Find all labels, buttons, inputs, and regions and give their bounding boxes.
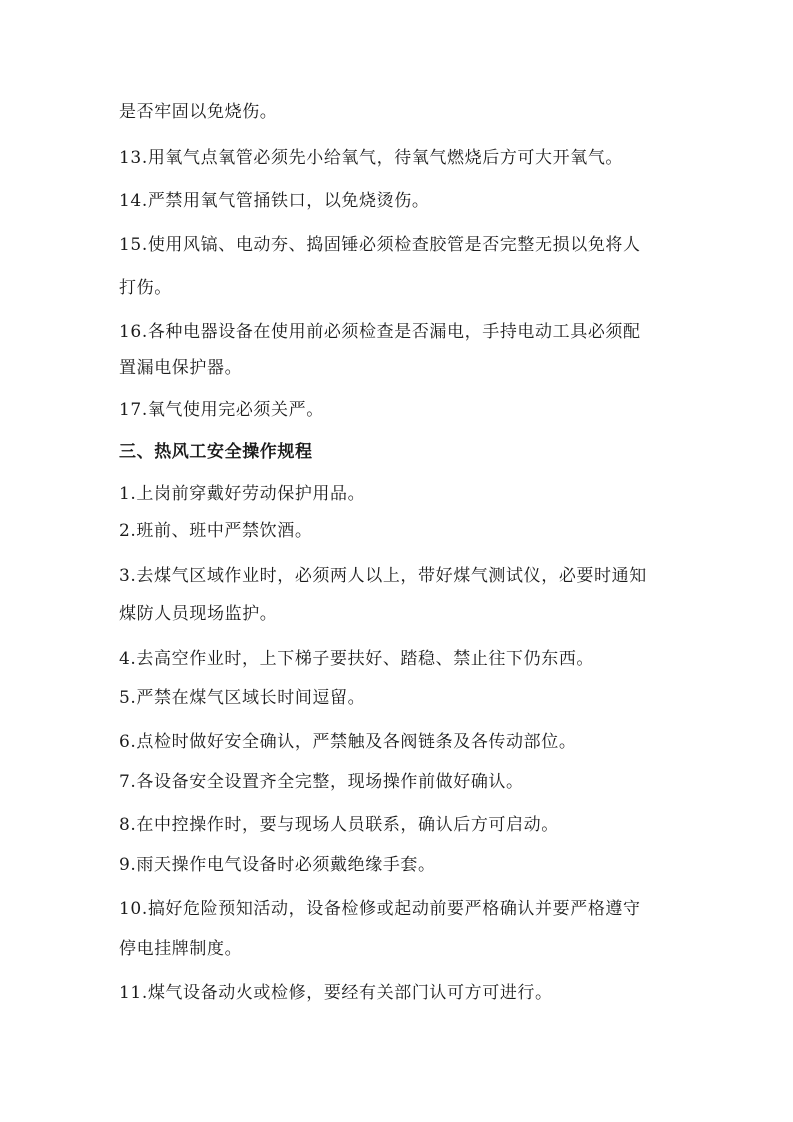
list-item-15: 15.使用风镐、电动夯、捣固锤必须检查胶管是否完整无损以免将人 (119, 235, 641, 255)
list-item-8: 8.在中控操作时，要与现场人员联系，确认后方可启动。 (119, 815, 559, 835)
list-item-11: 11.煤气设备动火或检修，要经有关部门认可方可进行。 (119, 983, 553, 1003)
list-item-7: 7.各设备安全设置齐全完整，现场操作前做好确认。 (119, 772, 524, 792)
text-line: 是否牢固以免烧伤。 (119, 102, 278, 122)
text-line: 打伤。 (119, 278, 172, 298)
text-line: 煤防人员现场监护。 (119, 604, 278, 624)
list-item-10: 10.搞好危险预知活动，设备检修或起动前要严格确认并要严格遵守 (119, 899, 641, 919)
list-item-5: 5.严禁在煤气区域长时间逗留。 (119, 688, 366, 708)
list-item-4: 4.去高空作业时，上下梯子要扶好、踏稳、禁止往下仍东西。 (119, 649, 595, 669)
list-item-17: 17.氧气使用完必须关严。 (119, 400, 324, 420)
text-line: 置漏电保护器。 (119, 358, 243, 378)
list-item-2: 2.班前、班中严禁饮酒。 (119, 521, 313, 541)
list-item-1: 1.上岗前穿戴好劳动保护用品。 (119, 484, 366, 504)
text-line: 停电挂牌制度。 (119, 939, 243, 959)
list-item-16: 16.各种电器设备在使用前必须检查是否漏电，手持电动工具必须配 (119, 322, 641, 342)
list-item-13: 13.用氧气点氧管必须先小给氧气，待氧气燃烧后方可大开氧气。 (119, 148, 624, 168)
list-item-3: 3.去煤气区域作业时，必须两人以上，带好煤气测试仪，必要时通知 (119, 566, 647, 586)
section-heading: 三、热风工安全操作规程 (119, 442, 313, 462)
list-item-14: 14.严禁用氧气管捅铁口，以免烧烫伤。 (119, 191, 430, 211)
list-item-6: 6.点检时做好安全确认，严禁触及各阀链条及各传动部位。 (119, 732, 577, 752)
list-item-9: 9.雨天操作电气设备时必须戴绝缘手套。 (119, 855, 436, 875)
